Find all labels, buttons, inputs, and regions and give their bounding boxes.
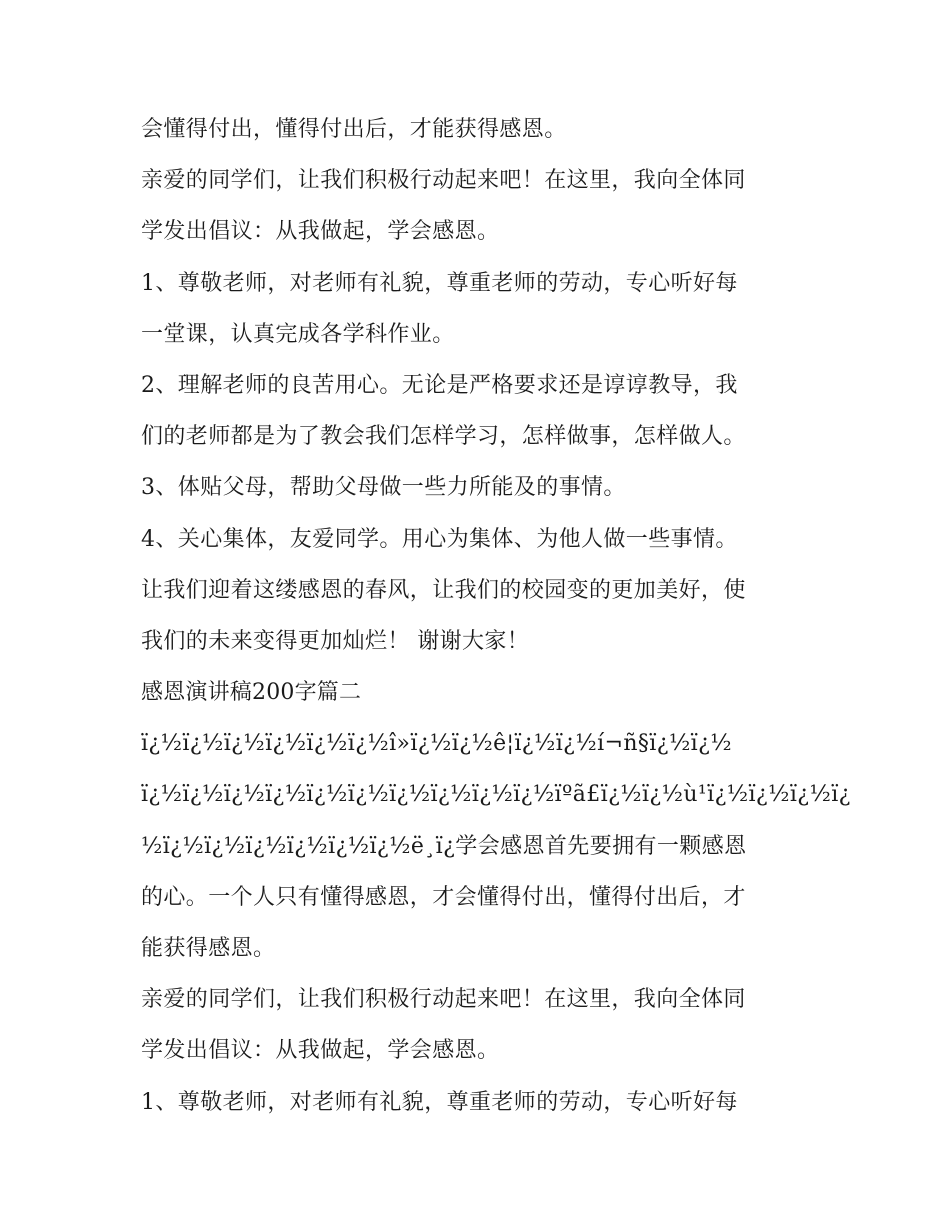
paragraph-line: ½ï¿½ï¿½ï¿½ï¿½ï¿½ï¿½ë¸ï¿学会感恩首先要拥有一颗感恩 <box>141 833 747 859</box>
paragraph-line: 学发出倡议：从我做起，学会感恩。 <box>141 1038 500 1064</box>
list-item-line: 1、尊敬老师，对老师有礼貌，尊重老师的劳动，专心听好每 <box>141 1089 738 1115</box>
list-item-line: 们的老师都是为了教会我们怎样学习，怎样做事，怎样做人。 <box>141 424 746 450</box>
paragraph-line: 的心。一个人只有懂得感恩，才会懂得付出，懂得付出后，才 <box>141 884 746 910</box>
paragraph-line: 会懂得付出，懂得付出后，才能获得感恩。 <box>141 117 567 142</box>
list-item-line: 2、理解老师的良苦用心。无论是严格要求还是谆谆教导，我 <box>141 372 738 398</box>
list-item-line: 1、尊敬老师，对老师有礼貌，尊重老师的劳动，专心听好每 <box>141 270 738 296</box>
paragraph-line: 学发出倡议：从我做起，学会感恩。 <box>141 219 500 245</box>
garbled-text-line: ï¿½ï¿½ï¿½ï¿½ï¿½ï¿½î»ï¿½ï¿½ê¦ï¿½ï¿½í¬ñ§ï¿½ï¿½ <box>141 731 733 757</box>
list-item-line: 4、关心集体，友爱同学。用心为集体、为他人做一些事情。 <box>141 526 738 552</box>
section-heading: 感恩演讲稿200字篇二 <box>141 680 362 706</box>
list-item-line: 一堂课，认真完成各学科作业。 <box>141 321 455 347</box>
document-body <box>141 104 851 1128</box>
garbled-text-line: ï¿½ï¿½ï¿½ï¿½ï¿½ï¿½ï¿½ï¿½ï¿½ï¿½ïºã£ï¿½ï¿½ù¹ï¿½ï¿½ï¿½ï¿ <box>141 782 851 808</box>
paragraph-line: 亲爱的同学们，让我们积极行动起来吧！在这里，我向全体同 <box>141 168 746 194</box>
paragraph-line: 让我们迎着这缕感恩的春风，让我们的校园变的更加美好，使 <box>141 577 746 603</box>
paragraph-line: 能获得感恩。 <box>141 936 276 961</box>
paragraph-line: 我们的未来变得更加灿烂！ 谢谢大家！ <box>141 628 530 654</box>
paragraph-line: 亲爱的同学们，让我们积极行动起来吧！在这里，我向全体同 <box>141 987 746 1013</box>
list-item-line: 3、体贴父母，帮助父母做一些力所能及的事情。 <box>141 475 626 501</box>
